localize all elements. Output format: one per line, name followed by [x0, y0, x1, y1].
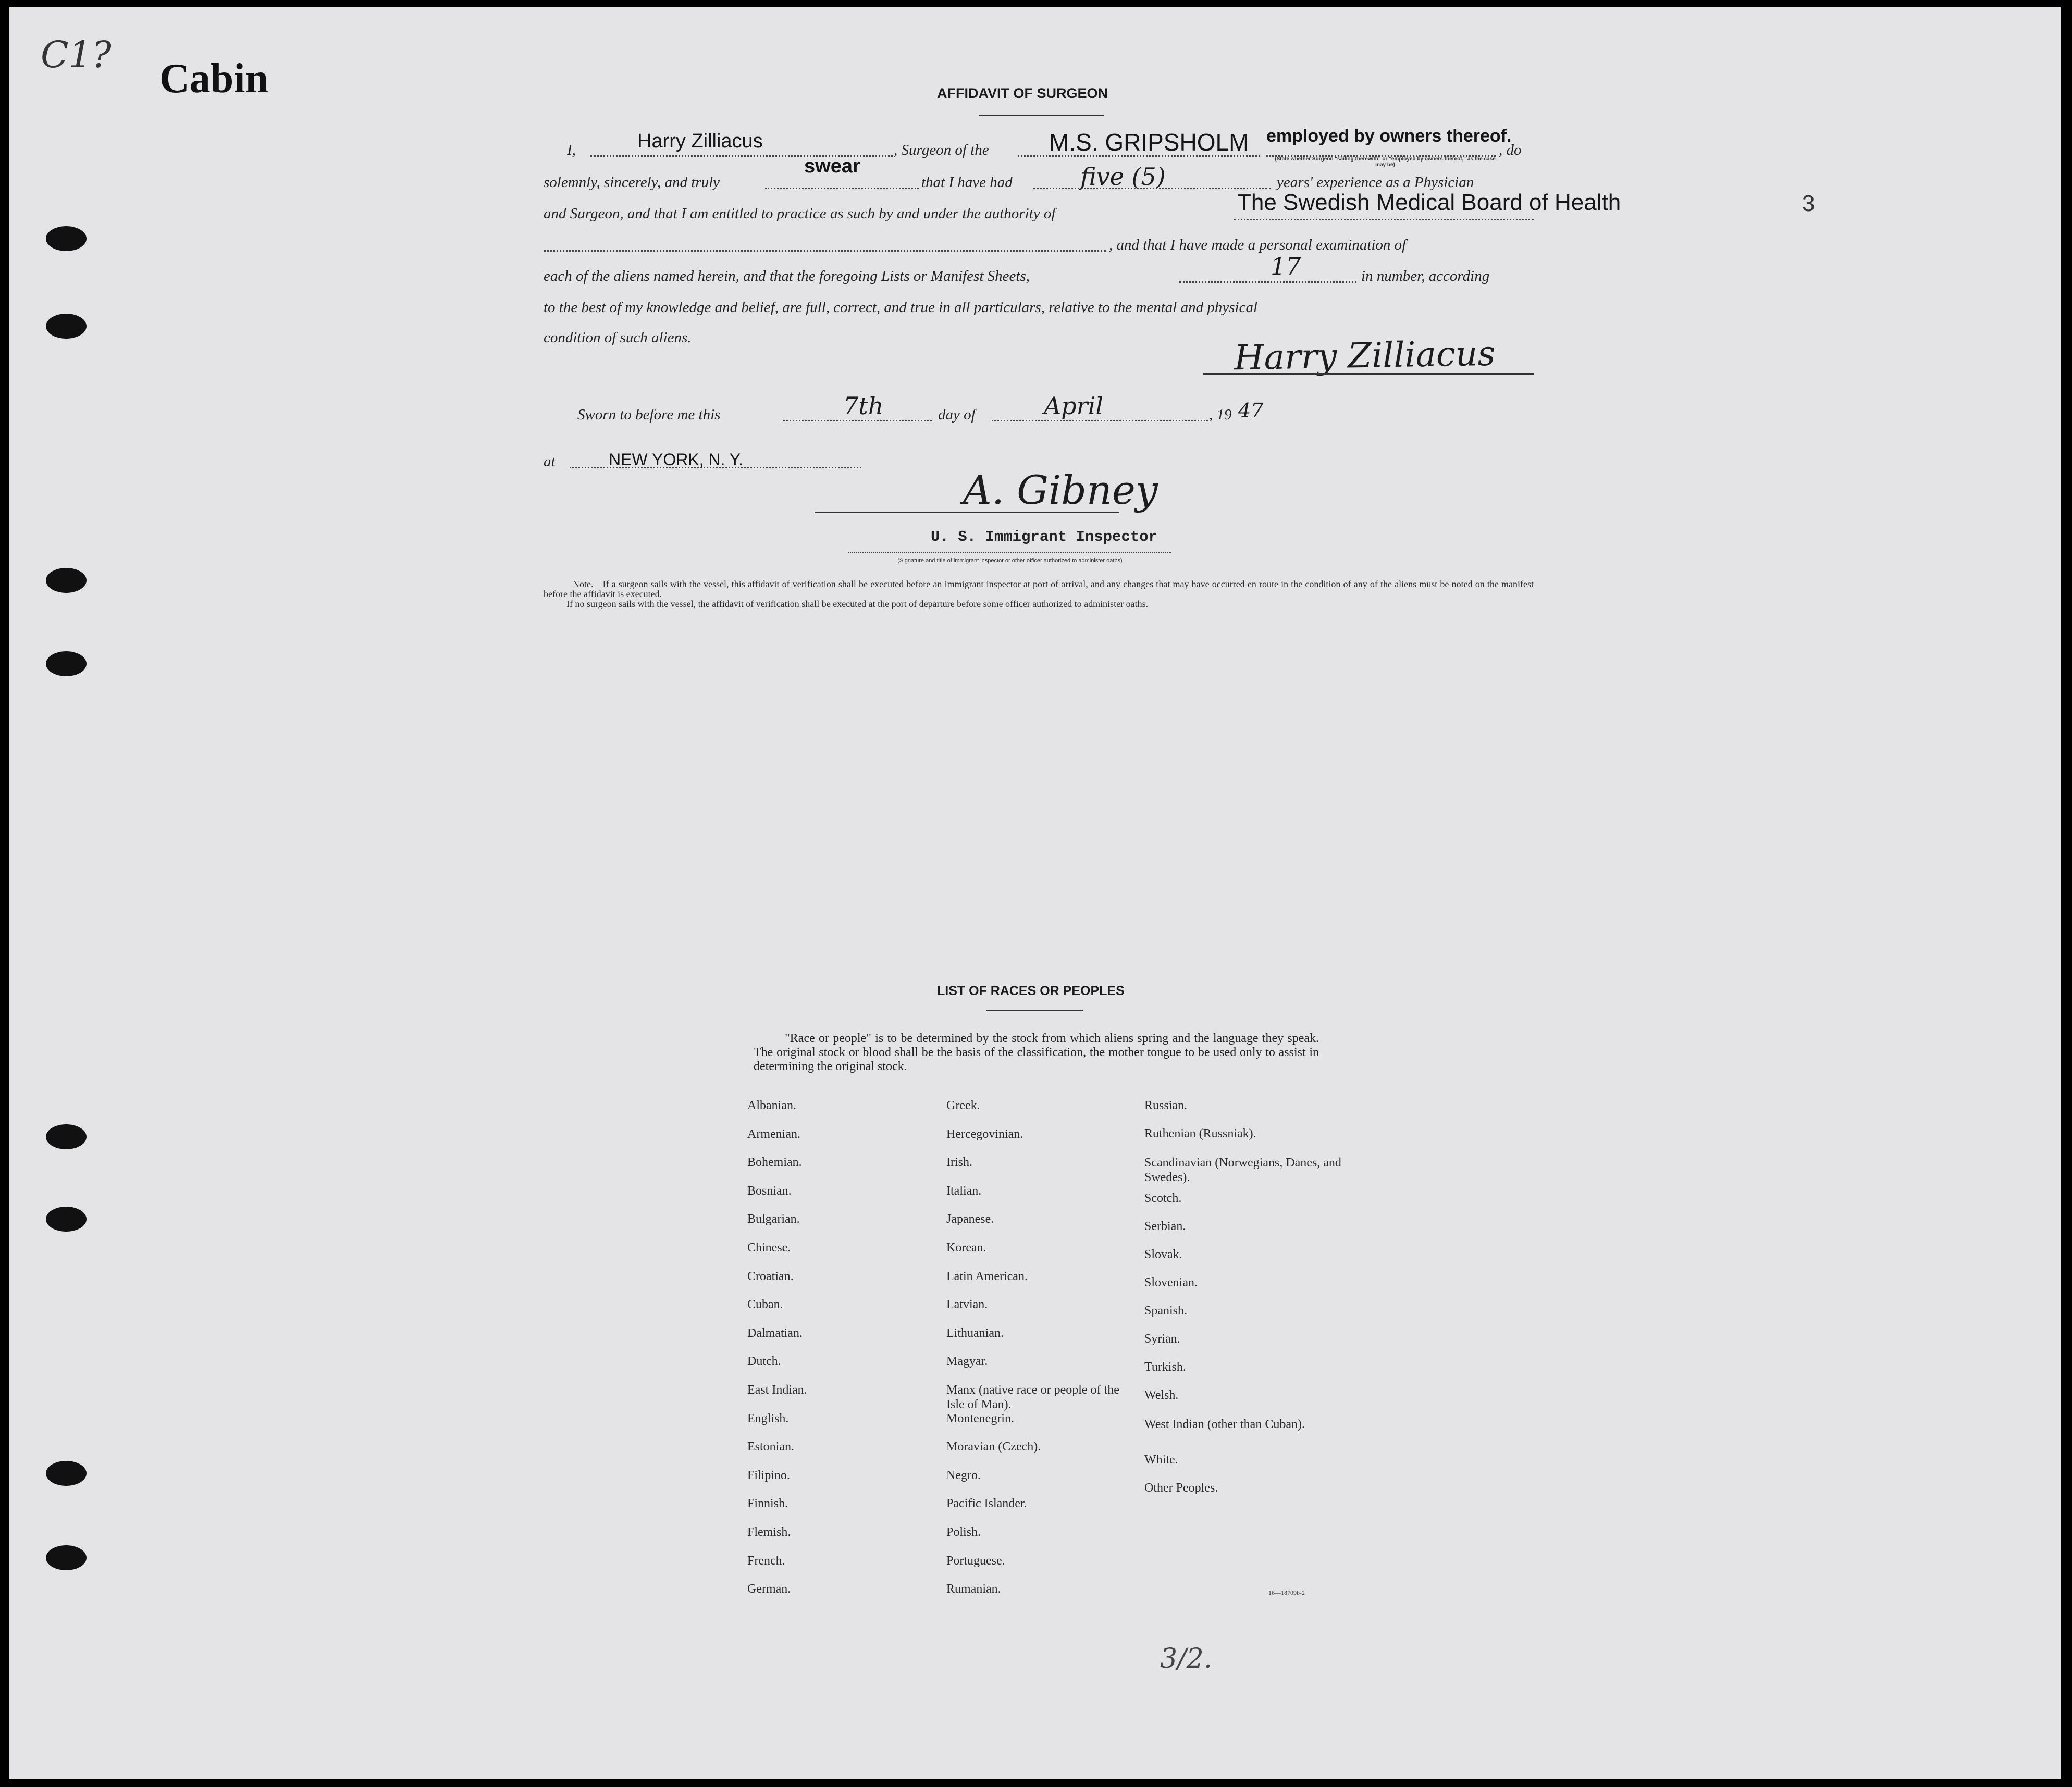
race-item: Welsh. — [1144, 1388, 1179, 1402]
race-item: East Indian. — [747, 1383, 807, 1397]
bottom-mark: 3/2. — [1160, 1643, 1213, 1674]
binder-hole — [46, 314, 87, 339]
race-item: Scotch. — [1144, 1192, 1182, 1205]
signature-caption: (Signature and title of immigrant inspector or other officer authorized to administer oaths) — [897, 557, 1123, 564]
race-item: Spanish. — [1144, 1304, 1188, 1318]
race-item: Armenian. — [747, 1127, 800, 1141]
race-item: Filipino. — [747, 1468, 791, 1482]
surgeon-signature: Harry Zilliacus — [1234, 333, 1496, 378]
race-item: West Indian (other than Cuban). — [1144, 1418, 1305, 1431]
employment-status: employed by owners thereof. — [1266, 126, 1512, 146]
race-item: Bohemian. — [747, 1156, 802, 1170]
sworn-place: NEW YORK, N. Y. — [609, 450, 743, 469]
race-item: Other Peoples. — [1144, 1481, 1218, 1495]
races-title: LIST OF RACES OR PEOPLES — [937, 984, 1125, 998]
race-item: Estonian. — [747, 1440, 794, 1454]
sworn-month: April — [1044, 392, 1104, 420]
binder-hole — [46, 568, 87, 593]
race-item: Russian. — [1144, 1099, 1188, 1112]
race-item: Lithuanian. — [946, 1326, 1004, 1340]
employment-note: (State whether Surgeon "sailing therewith" or "employed by owners thereof," as the case may be) — [1275, 156, 1496, 168]
corner-mark: C1? — [41, 33, 112, 76]
race-item: Montenegrin. — [946, 1411, 1014, 1425]
race-item: Italian. — [946, 1184, 982, 1198]
race-item: Syrian. — [1144, 1332, 1180, 1346]
affidavit-title: AFFIDAVIT OF SURGEON — [937, 85, 1108, 101]
race-item: Rumanian. — [946, 1582, 1001, 1596]
race-item: Irish. — [946, 1156, 972, 1170]
race-item: Negro. — [946, 1468, 981, 1482]
licensing-authority: The Swedish Medical Board of Health — [1237, 190, 1621, 215]
binder-hole — [46, 226, 87, 251]
ship-name: M.S. GRIPSHOLM — [1049, 129, 1249, 156]
race-item: English. — [747, 1411, 789, 1425]
race-item: Flemish. — [747, 1525, 791, 1539]
race-item: Bulgarian. — [747, 1212, 800, 1226]
race-item: Polish. — [946, 1525, 981, 1539]
binder-hole — [46, 1461, 87, 1486]
race-item: Croatian. — [747, 1269, 794, 1283]
years-experience: five (5) — [1080, 163, 1166, 191]
race-item: Manx (native race or people of the Isle of Man). — [946, 1383, 1119, 1411]
side-number: 3 — [1802, 191, 1815, 216]
race-item: German. — [747, 1582, 791, 1596]
cabin-label: Cabin — [159, 56, 268, 102]
race-item: Finnish. — [747, 1497, 788, 1511]
surgeon-name: Harry Zilliacus — [637, 130, 763, 152]
race-item: Moravian (Czech). — [946, 1440, 1041, 1454]
race-item: Cuban. — [747, 1298, 783, 1312]
inspector-signature: A. Gibney — [963, 467, 1158, 513]
affidavit-note: Note.—If a surgeon sails with the vessel, this affidavit of verification shall be executed before an immigrant inspector at port of arrival, and any changes that may have occurred en route in the condition of any of the aliens must be noted on the manifest before the affidavit is executed. If no surgeon sails with the vessel, the affidavit of verification shall be executed at the port of departure before some officer authorized to administer oaths. — [544, 579, 1534, 609]
binder-hole — [46, 1124, 87, 1149]
race-item: Pacific Islander. — [946, 1497, 1027, 1511]
race-item: White. — [1144, 1453, 1178, 1467]
race-item: Slovenian. — [1144, 1276, 1198, 1289]
race-item: Bosnian. — [747, 1184, 792, 1198]
race-item: Albanian. — [747, 1099, 796, 1112]
sworn-day: 7th — [843, 392, 884, 420]
race-item: Dutch. — [747, 1355, 781, 1369]
binder-hole — [46, 1545, 87, 1570]
sworn-year: 47 — [1238, 399, 1264, 422]
race-item: Japanese. — [946, 1212, 994, 1226]
race-item: Slovak. — [1144, 1248, 1182, 1261]
race-item: Korean. — [946, 1241, 986, 1255]
race-item: Portuguese. — [946, 1554, 1005, 1568]
oath-type: swear — [804, 155, 860, 177]
document-sheet: C1? Cabin 3 AFFIDAVIT OF SURGEON I, Harry Zilliacus , Surgeon of the M.S. GRIPSHOLM employed by owners thereof. , do (State whether Surgeon "sailing therewith" or "employed by owners thereof," as the case may be) solemnly, sincerely, and truly swear that I have had five (5) years' experience as a Physician and Surgeon, and that I am entitled to practice as such by and under the authority of The Swedish Medical Board of Health , and that I have made a personal examination of each of the aliens named herein, and that the foregoing Lists or Manifest Sheets, 17 in number, according to the best of my knowledge and belief, are full, correct, and true in all particulars, relative to the mental and physical condition of such aliens. Harry Zilliacus Sworn to before me this 7th day of April , 19 47 at NEW YORK, N. Y. A. Gibney U. S. Immigrant Inspector (Signature and title of immigrant inspector or other officer authorized to administer oaths) Note.—If a surgeon sails with the vessel, this affidavit of verification shall be executed before an immigrant inspector at port of arrival, and any changes that may have occurred en route in the condition of any of the aliens must be noted on the manifest before the affidavit is executed. If no surgeon sails with the vessel, the affidavit of verification shall be executed at the port of departure before some officer authorized to administer oaths. LIST OF RACES OR PEOPLES "Race or people" is to be determined by the stock from which aliens spring and the language they speak. The original stock or blood shall be the basis of the classification, the mother tongue to be used only to assist in determining the original stock. Albanian. Armenian. Bohemian. Bosnian. Bulgarian. Chinese. Croatian. Cuban. Dalmatian. Dutch. East Indian. English. Estonian. Filipino. Finnish. Flemish. French. German. Greek. Hercegovinian. Irish. Italian. Japanese. Korean. Latin American. Latvian. Lithuanian. Magyar. Manx (native race or people of the Isle of Man). Montenegrin. Moravian (Czech). Negro. Pacific Islander. Polish. Portuguese. Rumanian. Russian. Ruthenian (Russniak). Scandinavian (Norwegians, Danes, and Swedes). Scotch. Serbian. Slovak. Slovenian. Spanish. Syrian. Turkish. Welsh. West Indian (other than Cuban). White. Other Peoples. 16—18709b-2 3/2. — [9, 7, 2061, 1779]
race-item: Serbian. — [1144, 1220, 1186, 1233]
race-item: Dalmatian. — [747, 1326, 803, 1340]
manifest-sheet-count: 17 — [1271, 252, 1301, 280]
form-code: 16—18709b-2 — [1268, 1589, 1305, 1596]
race-item: Magyar. — [946, 1355, 988, 1369]
race-item: Latin American. — [946, 1269, 1028, 1283]
inspector-title: U. S. Immigrant Inspector — [931, 528, 1158, 545]
binder-hole — [46, 1207, 87, 1232]
races-intro: "Race or people" is to be determined by the stock from which aliens spring and the language they speak. The original stock or blood shall be the basis of the classification, the mother tongue to be used only to assist in determining the original stock. — [754, 1032, 1319, 1073]
race-item: Chinese. — [747, 1241, 791, 1255]
race-item: Turkish. — [1144, 1360, 1186, 1374]
race-item: Hercegovinian. — [946, 1127, 1023, 1141]
binder-hole — [46, 651, 87, 676]
race-item: Ruthenian (Russniak). — [1144, 1127, 1256, 1140]
race-item: Latvian. — [946, 1298, 988, 1312]
race-item: French. — [747, 1554, 785, 1568]
race-item: Scandinavian (Norwegians, Danes, and Swedes). — [1144, 1156, 1341, 1184]
race-item: Greek. — [946, 1099, 980, 1112]
